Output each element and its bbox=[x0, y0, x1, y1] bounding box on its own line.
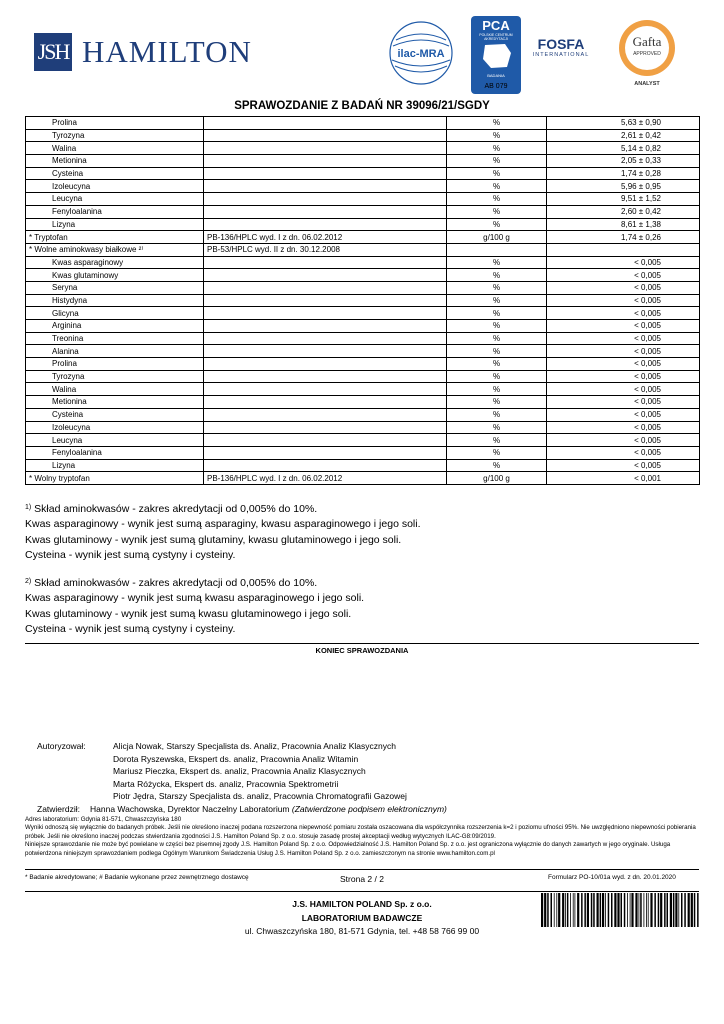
cell-unit: g/100 g bbox=[447, 231, 547, 244]
cell-analyte: Lizyna bbox=[26, 218, 204, 231]
cell-analyte: Glicyna bbox=[26, 307, 204, 320]
gafta-approved-badge bbox=[614, 18, 680, 90]
cell-method bbox=[204, 307, 447, 320]
table-row bbox=[26, 193, 700, 206]
table-row bbox=[26, 243, 700, 256]
table-row bbox=[26, 421, 700, 434]
author-entry: Mariusz Pieczka, Ekspert ds. analiz, Pracownia Analiz Klasycznych bbox=[113, 766, 366, 776]
cell-unit: % bbox=[447, 345, 547, 358]
cell-unit: % bbox=[447, 129, 547, 142]
table-row bbox=[26, 180, 700, 193]
cell-method bbox=[204, 320, 447, 333]
cell-result: 5,63 ± 0,90 bbox=[547, 117, 700, 130]
cell-unit: % bbox=[447, 459, 547, 472]
cell-method bbox=[204, 294, 447, 307]
barcode bbox=[541, 893, 701, 927]
cell-analyte: Leucyna bbox=[26, 193, 204, 206]
fosfa-title: FOSFA bbox=[537, 36, 585, 52]
cell-unit: % bbox=[447, 408, 547, 421]
cell-result: < 0,005 bbox=[547, 421, 700, 434]
cell-analyte: Fenyloalanina bbox=[26, 205, 204, 218]
table-row bbox=[26, 218, 700, 231]
table-row bbox=[26, 256, 700, 269]
cell-result: < 0,005 bbox=[547, 358, 700, 371]
cell-analyte: * Wolny tryptofan bbox=[26, 472, 204, 485]
cell-result: 2,60 ± 0,42 bbox=[547, 205, 700, 218]
cell-analyte: Walina bbox=[26, 142, 204, 155]
cell-method bbox=[204, 142, 447, 155]
cell-analyte: Kwas glutaminowy bbox=[26, 269, 204, 282]
table-row bbox=[26, 205, 700, 218]
cell-method bbox=[204, 180, 447, 193]
poland-map-icon bbox=[471, 41, 521, 71]
cell-unit: % bbox=[447, 180, 547, 193]
fosfa-subtitle: INTERNATIONAL bbox=[532, 52, 590, 58]
cell-method bbox=[204, 218, 447, 231]
cell-unit: % bbox=[447, 269, 547, 282]
cell-result: < 0,005 bbox=[547, 307, 700, 320]
company-address: ul. Chwaszczyńska 180, 81-571 Gdynia, tel. +48 58 766 99 00 bbox=[244, 926, 480, 936]
authorization-block bbox=[37, 740, 697, 815]
cell-analyte: Kwas asparaginowy bbox=[26, 256, 204, 269]
cell-unit: % bbox=[447, 307, 547, 320]
footnote-1-line-3: Kwas glutaminowy - wynik jest sumą glutaminy, kwasu glutaminowego i jego soli. bbox=[25, 533, 402, 546]
cell-result: < 0,005 bbox=[547, 281, 700, 294]
cell-method bbox=[204, 332, 447, 345]
cell-unit: % bbox=[447, 256, 547, 269]
cell-method: PB-136/HPLC wyd. I z dn. 06.02.2012 bbox=[204, 231, 447, 244]
cell-analyte: Alanina bbox=[26, 345, 204, 358]
author-entry: Marta Różycka, Ekspert ds. analiz, Pracownia Spektrometrii bbox=[113, 778, 339, 789]
table-row bbox=[26, 129, 700, 142]
cell-result: < 0,005 bbox=[547, 294, 700, 307]
cell-analyte: * Tryptofan bbox=[26, 231, 204, 244]
company-logo-mark: JSH bbox=[34, 33, 72, 71]
table-row bbox=[26, 358, 700, 371]
approval-note: (Zatwierdzone podpisem elektronicznym) bbox=[291, 803, 447, 814]
cell-analyte: * Wolne aminokwasy białkowe ²⁾ bbox=[26, 243, 204, 256]
cell-analyte: Izoleucyna bbox=[26, 180, 204, 193]
cell-result: 9,51 ± 1,52 bbox=[547, 193, 700, 206]
table-row bbox=[26, 370, 700, 383]
cell-result: 8,61 ± 1,38 bbox=[547, 218, 700, 231]
cell-analyte: Treonina bbox=[26, 332, 204, 345]
cell-result: < 0,005 bbox=[547, 434, 700, 447]
cell-unit: % bbox=[447, 446, 547, 459]
table-row bbox=[26, 117, 700, 130]
footnote-2-line-3: Kwas glutaminowy - wynik jest sumą kwasu glutaminowego i jego soli. bbox=[25, 607, 352, 620]
table-row bbox=[26, 408, 700, 421]
cell-result: 2,05 ± 0,33 bbox=[547, 155, 700, 168]
gafta-title: Gafta bbox=[632, 34, 662, 49]
footnote-2-line-1: $^{2)}$ Skład aminokwasów - zakres akredytacji od 0,005% do 10%. bbox=[25, 577, 318, 590]
cell-analyte: Walina bbox=[26, 383, 204, 396]
cell-result: < 0,005 bbox=[547, 408, 700, 421]
divider bbox=[25, 643, 699, 644]
cell-method bbox=[204, 396, 447, 409]
cell-result: < 0,005 bbox=[547, 446, 700, 459]
cell-analyte: Histydyna bbox=[26, 294, 204, 307]
gafta-approved: APPROVED bbox=[633, 51, 661, 57]
authorized-label: Autoryzował: bbox=[37, 741, 86, 751]
footnote-1-line-2: Kwas asparaginowy - wynik jest sumą asparaginy, kwasu asparaginowego i jego soli. bbox=[25, 518, 421, 531]
cell-unit: % bbox=[447, 281, 547, 294]
table-row bbox=[26, 281, 700, 294]
cell-analyte: Leucyna bbox=[26, 434, 204, 447]
cell-result: < 0,005 bbox=[547, 459, 700, 472]
cell-method bbox=[204, 421, 447, 434]
cell-result: 1,74 ± 0,26 bbox=[547, 231, 700, 244]
cell-result: < 0,005 bbox=[547, 345, 700, 358]
fineprint-paragraph-1: Wyniki odnoszą się wyłącznie do badanych próbek. Jeśli nie określono inaczej podana rozszerzona niepewność pomiaru została oszacowana dla współczynnika rozszerzenia k=2 i poziomu ufności 95%. Nie uwzględniono niepewności pobierania próbek. Jeśli nie określono inaczej podczas stwierdzania zgodności J.S. Hamilton Poland Sp. z o.o. stosuje zasadę prostej akceptacji według wytycznych ILAC-G8:09/2019. bbox=[25, 824, 696, 840]
table-row bbox=[26, 446, 700, 459]
author-entry: Alicja Nowak, Starszy Specjalista ds. Analiz, Pracownia Analiz Klasycznych bbox=[113, 741, 396, 751]
report-title: SPRAWOZDANIE Z BADAŃ NR 39096/21/SGDY bbox=[234, 100, 490, 112]
ilac-mra-badge bbox=[388, 20, 454, 86]
company-logo-wordmark: HAMILTON bbox=[82, 34, 252, 69]
results-table bbox=[25, 116, 700, 485]
results-table-body bbox=[26, 117, 700, 485]
form-number: Formularz PO-10/01a wyd. z dn. 20.01.2020 bbox=[548, 874, 676, 881]
table-row bbox=[26, 142, 700, 155]
table-row bbox=[26, 307, 700, 320]
footnote-2-line-4: Cysteina - wynik jest sumą cystyny i cysteiny. bbox=[25, 623, 236, 636]
cell-result: < 0,005 bbox=[547, 383, 700, 396]
cell-analyte: Arginina bbox=[26, 320, 204, 333]
cell-method bbox=[204, 205, 447, 218]
cell-analyte: Prolina bbox=[26, 117, 204, 130]
approved-label: Zatwierdził: bbox=[37, 803, 80, 814]
table-row bbox=[26, 320, 700, 333]
fineprint-paragraph-2: Niniejsze sprawozdanie nie może być powielane w części bez pisemnej zgody J.S. Hamilton Poland Sp. z o.o. Odpowiedzialność J.S. Hamilton Poland Sp. z o.o. jest ograniczona wyłącznie do danych zawartych w jego oryginale. Usługa potwierdzona niniejszym sprawozdaniem podlega Ogólnym Warunkom Świadczenia Usług J.S. Hamilton Poland Sp. z o.o. zamieszczonym na stronie www.hamilton.com.pl bbox=[25, 841, 671, 857]
cell-unit: % bbox=[447, 320, 547, 333]
cell-unit: g/100 g bbox=[447, 472, 547, 485]
footnote-1-line-1: $^{1)}$ Skład aminokwasów - zakres akredytacji od 0,005% do 10%. bbox=[25, 503, 318, 515]
table-row bbox=[26, 459, 700, 472]
cell-unit: % bbox=[447, 167, 547, 180]
cell-method bbox=[204, 117, 447, 130]
table-row bbox=[26, 472, 700, 485]
cell-method bbox=[204, 129, 447, 142]
author-entry: Piotr Jędra, Starszy Specjalista ds. analiz, Pracownia Chromatografii Gazowej bbox=[113, 791, 407, 801]
fosfa-badge bbox=[528, 36, 594, 70]
legal-fineprint bbox=[25, 816, 705, 858]
cell-method: PB-53/HPLC wyd. II z dn. 30.12.2008 bbox=[204, 243, 447, 256]
cell-analyte: Metionina bbox=[26, 396, 204, 409]
lab-name: LABORATORIUM BADAWCZE bbox=[301, 912, 423, 923]
cell-method bbox=[204, 446, 447, 459]
cell-unit bbox=[447, 243, 547, 256]
cell-method bbox=[204, 345, 447, 358]
cell-method bbox=[204, 408, 447, 421]
cell-unit: % bbox=[447, 142, 547, 155]
cell-result: < 0,005 bbox=[547, 396, 700, 409]
cell-analyte: Lizyna bbox=[26, 459, 204, 472]
cell-analyte: Prolina bbox=[26, 358, 204, 371]
table-row bbox=[26, 383, 700, 396]
table-row bbox=[26, 396, 700, 409]
cell-method: PB-136/HPLC wyd. I z dn. 06.02.2012 bbox=[204, 472, 447, 485]
cell-unit: % bbox=[447, 218, 547, 231]
cell-result: < 0,005 bbox=[547, 320, 700, 333]
cell-method bbox=[204, 256, 447, 269]
cell-result: < 0,001 bbox=[547, 472, 700, 485]
cell-unit: % bbox=[447, 434, 547, 447]
cell-unit: % bbox=[447, 396, 547, 409]
footnote-1-mark: 1) bbox=[25, 504, 32, 511]
table-row bbox=[26, 231, 700, 244]
cell-method bbox=[204, 155, 447, 168]
page-number: Strona 2 / 2 bbox=[340, 874, 384, 884]
cell-method bbox=[204, 358, 447, 371]
cell-method bbox=[204, 269, 447, 282]
cell-result: < 0,005 bbox=[547, 332, 700, 345]
cell-method bbox=[204, 434, 447, 447]
table-row bbox=[26, 434, 700, 447]
cell-result: < 0,005 bbox=[547, 256, 700, 269]
lab-address: Adres laboratorium: Gdynia 81-571, Chwaszczyńska 180 bbox=[25, 816, 182, 823]
cell-method bbox=[204, 370, 447, 383]
footer-legend: * Badanie akredytowane; # Badanie wykonane przez zewnętrznego dostawcę bbox=[25, 874, 249, 881]
footnote-2-mark: 2) bbox=[25, 578, 32, 586]
cell-method bbox=[204, 459, 447, 472]
cell-unit: % bbox=[447, 383, 547, 396]
cell-unit: % bbox=[447, 332, 547, 345]
cell-method bbox=[204, 383, 447, 396]
cell-result: 1,74 ± 0,28 bbox=[547, 167, 700, 180]
cell-result: < 0,005 bbox=[547, 269, 700, 282]
divider bbox=[25, 869, 699, 870]
cell-unit: % bbox=[447, 294, 547, 307]
footnote-2-line-2: Kwas asparaginowy - wynik jest sumą kwasu asparaginowego i jego soli. bbox=[25, 592, 365, 605]
pca-bottom-label: BADANIA bbox=[487, 73, 505, 78]
cell-result: < 0,005 bbox=[547, 370, 700, 383]
cell-result: 5,14 ± 0,82 bbox=[547, 142, 700, 155]
cell-analyte: Cysteina bbox=[26, 408, 204, 421]
cell-analyte: Tyrozyna bbox=[26, 129, 204, 142]
cell-analyte: Metionina bbox=[26, 155, 204, 168]
footnotes bbox=[25, 502, 705, 637]
cell-analyte: Seryna bbox=[26, 281, 204, 294]
cell-unit: % bbox=[447, 421, 547, 434]
company-name: J.S. HAMILTON POLAND Sp. z o.o. bbox=[292, 899, 432, 909]
cell-unit: % bbox=[447, 155, 547, 168]
cell-result: 2,61 ± 0,42 bbox=[547, 129, 700, 142]
cell-unit: % bbox=[447, 205, 547, 218]
cell-unit: % bbox=[447, 193, 547, 206]
table-row bbox=[26, 294, 700, 307]
table-row bbox=[26, 167, 700, 180]
cell-method bbox=[204, 167, 447, 180]
cell-result bbox=[547, 243, 700, 256]
table-row bbox=[26, 269, 700, 282]
cell-unit: % bbox=[447, 117, 547, 130]
pca-title: PCA bbox=[482, 18, 510, 33]
ilac-text: ilac-MRA bbox=[397, 48, 445, 60]
table-row bbox=[26, 155, 700, 168]
pca-subtitle: POLSKIE CENTRUM AKREDYTACJI bbox=[479, 33, 513, 41]
footnote-1-line-4: Cysteina - wynik jest sumą cystyny i cysteiny. bbox=[25, 548, 236, 561]
cell-unit: % bbox=[447, 358, 547, 371]
cell-result: 5,96 ± 0,95 bbox=[547, 180, 700, 193]
cell-analyte: Cysteina bbox=[26, 167, 204, 180]
divider bbox=[25, 891, 699, 892]
cell-method bbox=[204, 281, 447, 294]
cell-analyte: Izoleucyna bbox=[26, 421, 204, 434]
cell-analyte: Tyrozyna bbox=[26, 370, 204, 383]
author-entry: Dorota Ryszewska, Ekspert ds. analiz, Pracownia Analiz Witamin bbox=[113, 753, 359, 764]
cell-method bbox=[204, 193, 447, 206]
cell-analyte: Fenyloalanina bbox=[26, 446, 204, 459]
gafta-role: ANALYST bbox=[634, 81, 660, 87]
table-row bbox=[26, 332, 700, 345]
cell-unit: % bbox=[447, 370, 547, 383]
end-of-report-title: KONIEC SPRAWOZDANIA bbox=[315, 646, 409, 655]
table-row bbox=[26, 345, 700, 358]
pca-code: AB 079 bbox=[484, 83, 508, 90]
approved-by: Hanna Wachowska, Dyrektor Naczelny Laboratorium bbox=[90, 803, 290, 814]
